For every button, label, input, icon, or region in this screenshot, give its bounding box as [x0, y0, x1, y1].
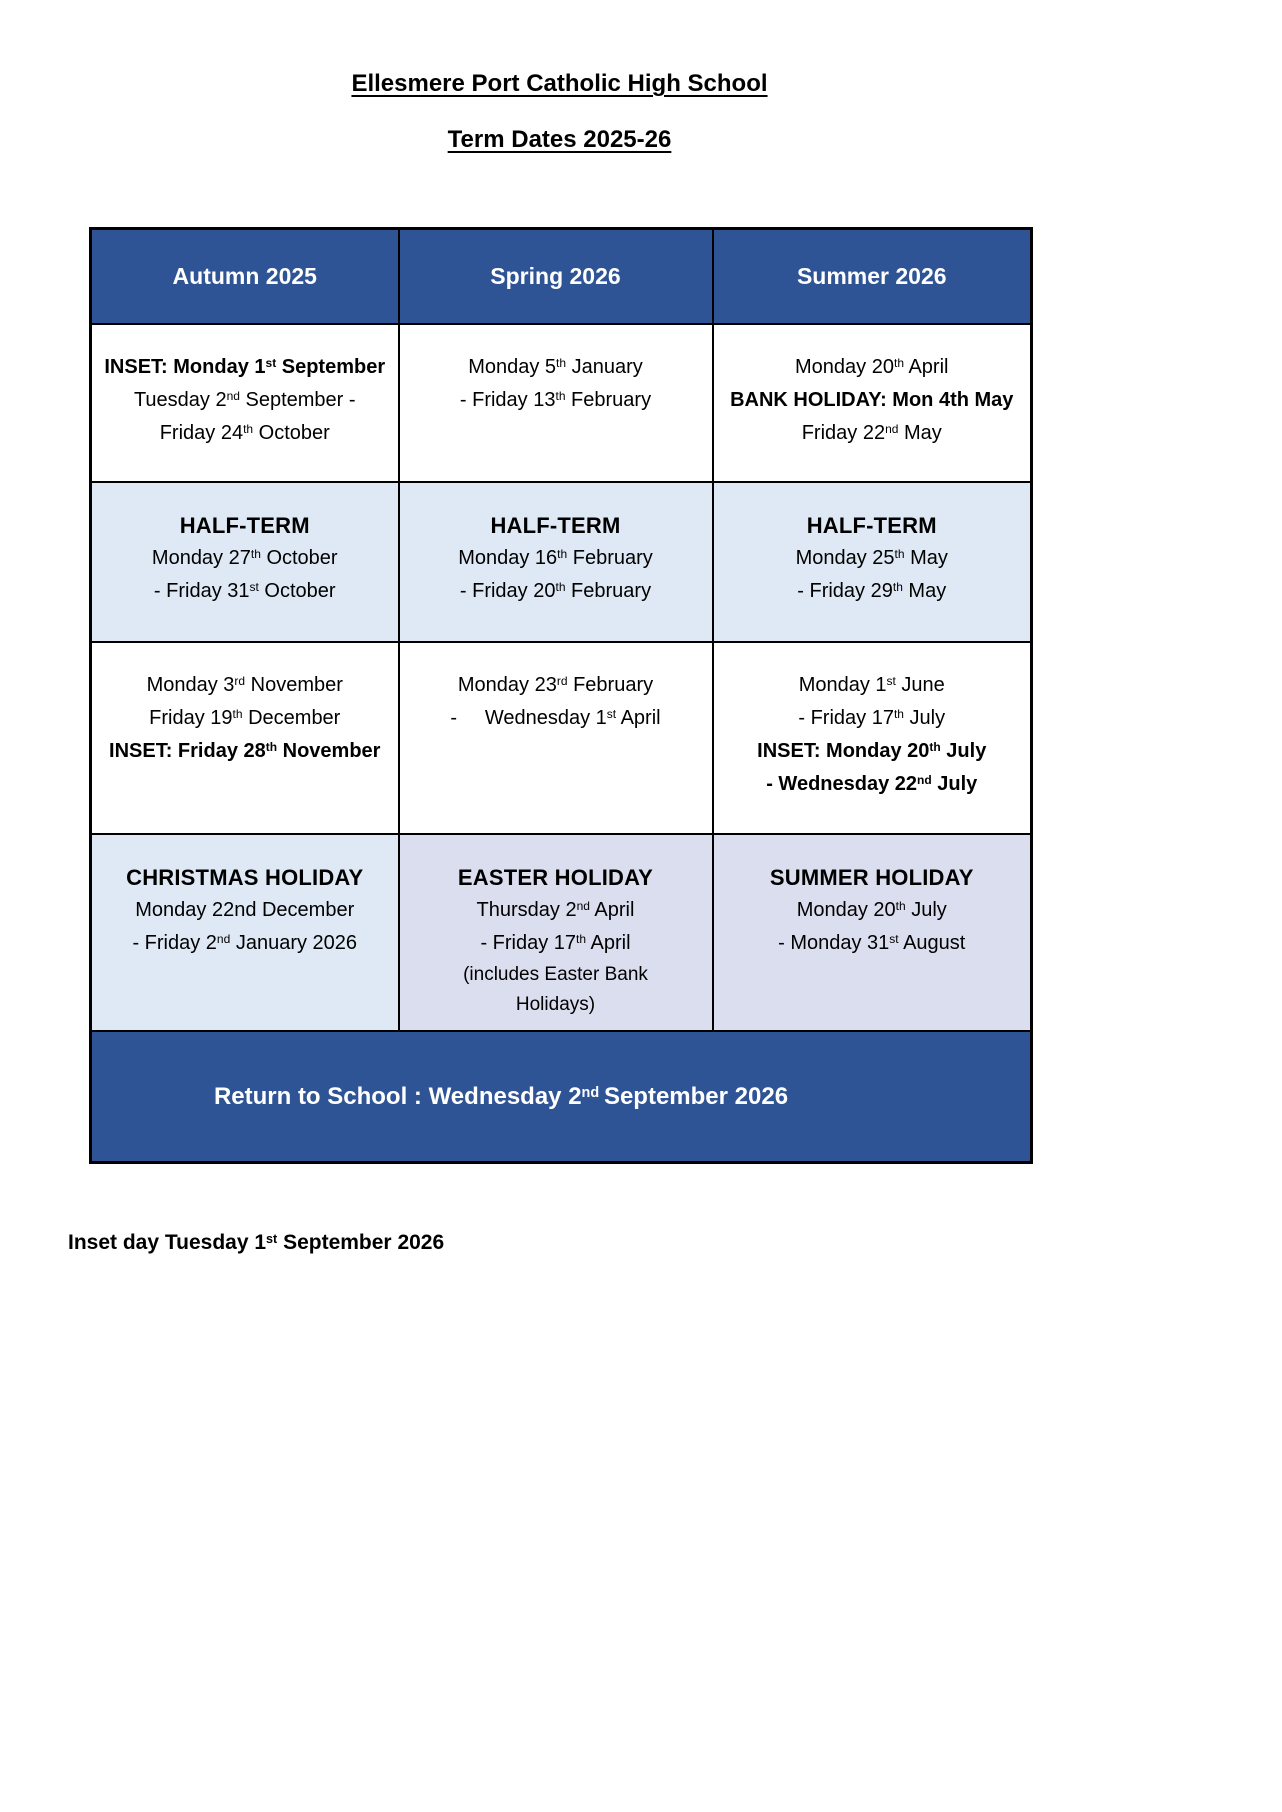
term-start-row: [91, 324, 1032, 482]
cell-autumn-term-continue: Monday 3rd November Friday 19th December INSET: Friday 28th November: [91, 642, 399, 834]
header-spring-2026: Spring 2026: [399, 229, 713, 324]
cell-autumn-half-term: HALF-TERM Monday 27th October - Friday 31st October: [91, 482, 399, 642]
cell-summer-term-continue: Monday 1st June - Friday 17th July INSET: Monday 20th July - Wednesday 22nd July: [713, 642, 1032, 834]
inset-day-note: Inset day Tuesday 1st September 2026: [68, 1231, 445, 1254]
half-term-row: [91, 482, 1032, 642]
cell-easter-holiday: EASTER HOLIDAY Thursday 2nd April - Friday 17th April (includes Easter Bank Holidays): [399, 834, 713, 1031]
return-to-school-banner: Return to School : Wednesday 2nd September 2026: [91, 1031, 1032, 1163]
term-dates-table: [89, 227, 1033, 1164]
document-title: Ellesmere Port Catholic High School: [351, 70, 768, 97]
term-continue-row: [91, 642, 1032, 834]
cell-summer-half-term: HALF-TERM Monday 25th May - Friday 29th May: [713, 482, 1032, 642]
return-to-school-row: [91, 1031, 1032, 1163]
cell-autumn-term-start: INSET: Monday 1st September Tuesday 2nd September - Friday 24th October: [91, 324, 399, 482]
season-header-row: [91, 229, 1032, 324]
document-page: [68, 70, 1030, 1259]
cell-christmas-holiday: CHRISTMAS HOLIDAY Monday 22nd December - Friday 2nd January 2026: [91, 834, 399, 1031]
cell-spring-term-start: Monday 5th January - Friday 13th February: [399, 324, 713, 482]
holiday-row: [91, 834, 1032, 1031]
cell-spring-half-term: HALF-TERM Monday 16th February - Friday 20th February: [399, 482, 713, 642]
document-subtitle: Term Dates 2025-26: [447, 126, 672, 153]
cell-summer-term-start: Monday 20th April BANK HOLIDAY: Mon 4th May Friday 22nd May: [713, 324, 1032, 482]
cell-spring-term-continue: Monday 23rd February - Wednesday 1st April: [399, 642, 713, 834]
header-summer-2026: Summer 2026: [713, 229, 1032, 324]
header-autumn-2025: Autumn 2025: [91, 229, 399, 324]
cell-summer-holiday: SUMMER HOLIDAY Monday 20th July - Monday 31st August: [713, 834, 1032, 1031]
